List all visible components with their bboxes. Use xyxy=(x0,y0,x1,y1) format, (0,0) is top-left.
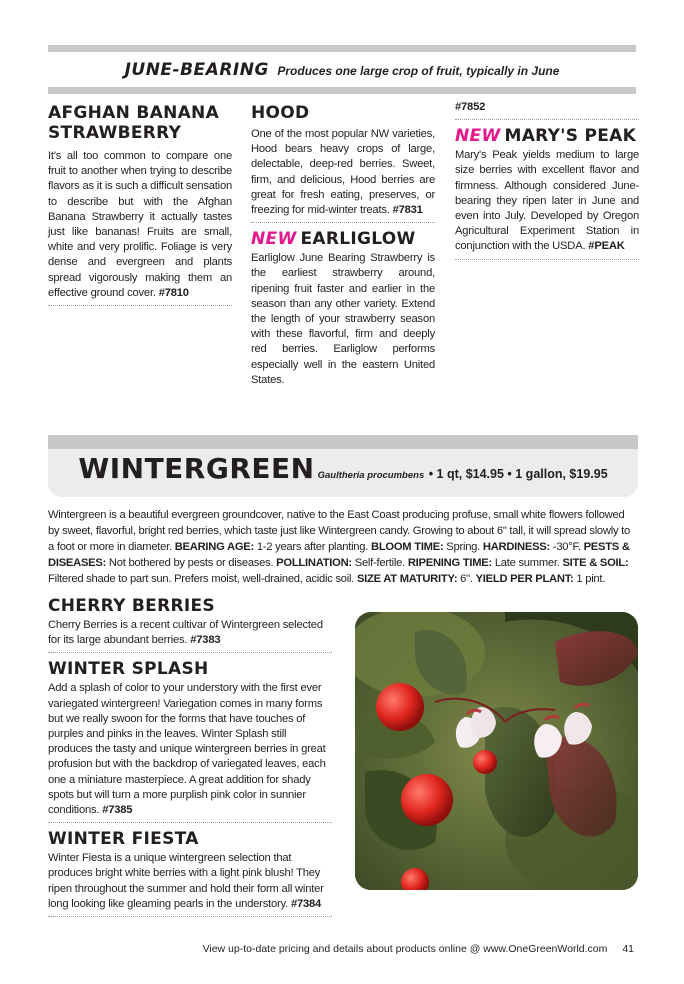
section-header-june-bearing xyxy=(48,60,636,80)
product-sku: #PEAK xyxy=(588,240,625,253)
product-winter-fiesta xyxy=(48,829,332,917)
new-badge: NEW xyxy=(455,126,501,147)
dotted-divider xyxy=(48,916,332,917)
dotted-divider xyxy=(251,222,435,223)
product-earliglow xyxy=(251,229,435,388)
product-sku: #7831 xyxy=(392,204,423,217)
product-description: Add a splash of color to your understory with the first ever variegated wintergreen! Variegation comes in many forms but we really swoon for the forms that have touches of purples and pinks in the leaves. Winter Splash still produces the tasty and unique wintergreen berries in great profusion but with the backdrop of variegated leaves, each one a miniature masterpiece. A great addition for shady spots but will turn a more purplish pink color in sunnier conditions. #7385 xyxy=(48,682,326,817)
new-badge: NEW xyxy=(251,229,297,250)
product-title: NEW EARLIGLOW xyxy=(251,229,416,250)
product-title: WINTER SPLASH xyxy=(48,659,209,680)
wintergreen-heading xyxy=(48,452,638,485)
product-title: WINTER FIESTA xyxy=(48,829,199,850)
footer-text: View up-to-date pricing and details about products online @ www.OneGreenWorld.com xyxy=(202,943,608,955)
dotted-divider xyxy=(455,259,639,260)
page-number: 41 xyxy=(622,943,634,955)
product-description-continued xyxy=(455,100,639,115)
header-divider-bar xyxy=(48,87,636,94)
product-description: Earliglow June Bearing Strawberry is the earliest strawberry around, ripening fruit faster and earlier in the season than any other variety. Extend the length of your strawberry season with these flavorful, firm and deeply red berries. Earliglow performs especially well in the eastern United States. xyxy=(251,252,435,386)
section-header-wintergreen xyxy=(48,435,638,497)
wintergreen-description: Wintergreen is a beautiful evergreen groundcover, native to the East Coast producing profuse, small white flowers followed by sweet, flavorful, bright red berries, which taste just like Wintergreen candy. Growing to about 6" tall, it will spread slowly to a foot or more in diameter. BEARING AGE: 1-2 years after planting. BLOOM TIME: Spring. HARDINESS: -30°F. PESTS & DISEASES: Not bothered by pests or diseases. POLLINATION: Self-fertile. RIPENING TIME: Late summer. SITE & SOIL: Filtered shade to part sun. Prefers moist, well-drained, acidic soil. SIZE AT MATURITY: 6". YIELD PER PLANT: 1 pint. xyxy=(48,509,630,585)
price-info: • 1 qt, $14.95 • 1 gallon, $19.95 xyxy=(428,467,608,481)
product-description: One of the most popular NW varieties, Hood bears heavy crops of large, delectable, deep-red berries. Sweet, firm, and delicious, Hood berries are great for fresh eating, preserves, or freezing for mid-winter treats. #7831 xyxy=(251,128,435,217)
product-hood xyxy=(251,103,435,223)
product-sku: #7385 xyxy=(102,804,133,817)
section-subtitle: Produces one large crop of fruit, typically in June xyxy=(277,64,560,78)
product-cherry-berries xyxy=(48,596,332,653)
dotted-divider xyxy=(48,652,332,653)
top-divider-bar xyxy=(48,45,636,52)
wintergreen-berries-image xyxy=(355,612,638,890)
product-title: HOOD xyxy=(251,103,310,123)
product-marys-peak xyxy=(455,126,639,259)
product-description: Mary's Peak yields medium to large size berries with excellent flavor and firmness. Although considered June-bearing they ripen later in June and even into July. Developed by Oregon Agricultural Experiment Station in conjunction with the USDA. #PEAK xyxy=(455,149,639,253)
dotted-divider xyxy=(48,822,332,823)
product-description: Cherry Berries is a recent cultivar of Wintergreen selected for its large abundant berries. #7383 xyxy=(48,619,323,647)
product-sku: #7852 xyxy=(455,101,486,113)
product-title: NEW MARY'S PEAK xyxy=(455,126,637,147)
latin-name: Gaultheria procumbens xyxy=(317,470,425,481)
product-afghan-banana xyxy=(48,103,232,312)
wintergreen-varieties xyxy=(48,596,332,923)
product-winter-splash xyxy=(48,659,332,823)
section-title: JUNE-BEARING xyxy=(124,60,269,80)
band-bar xyxy=(48,435,638,449)
product-sku: #7383 xyxy=(190,634,221,647)
wintergreen-photo xyxy=(355,612,638,890)
product-sku: #7384 xyxy=(290,897,322,910)
product-column-2 xyxy=(251,103,435,388)
product-column-3 xyxy=(455,100,639,266)
page-footer xyxy=(48,943,634,955)
product-title: CHERRY BERRIES xyxy=(48,596,215,616)
dotted-divider xyxy=(48,305,232,306)
dotted-divider xyxy=(455,119,639,120)
product-title: AFGHAN BANANA STRAWBERRY xyxy=(48,103,220,143)
section-title: WINTERGREEN xyxy=(78,452,315,485)
product-description: It's all too common to compare one fruit to another when trying to describe flavors as it is such a difficult sensation to describe but with the Afghan Banana Strawberry it actually tastes just like bananas! Fruits are small, white and very prolific. Foliage is very dense and evergreen and plants spread vigorously making them an effective ground cover. #7810 xyxy=(48,150,232,299)
product-description: Winter Fiesta is a unique wintergreen selection that produces bright white berries with a light pink blush! They ripen throughout the summer and hold their form all winter long looking like gleaming pearls in the understory. #7384 xyxy=(48,852,324,910)
product-sku: #7810 xyxy=(158,286,189,299)
